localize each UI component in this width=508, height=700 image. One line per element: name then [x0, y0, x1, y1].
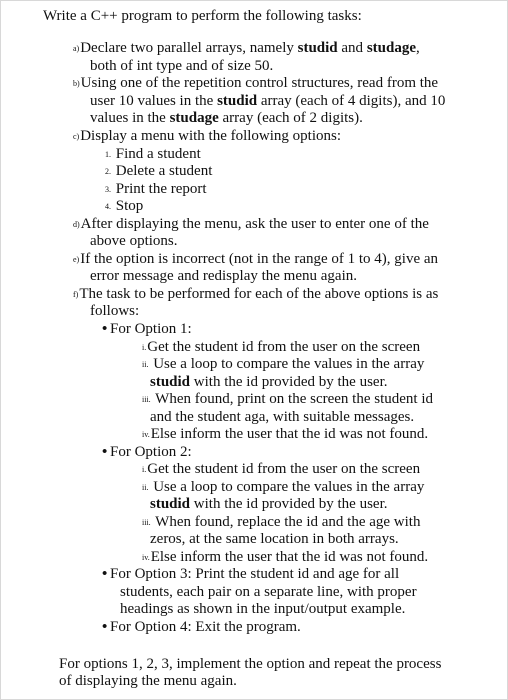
task-f-line-2: follows:	[90, 303, 140, 319]
menu-item-1: 1. Find a student	[105, 146, 201, 162]
footer-line-2: of displaying the menu again.	[59, 673, 237, 689]
option-3-line-1: • For Option 3: Print the student id and age for all	[102, 566, 400, 582]
bold-term: studage	[366, 40, 416, 56]
bullet-icon: •	[102, 444, 108, 460]
task-a-line-2: both of int type and of size 50.	[90, 58, 274, 74]
bold-term: studid	[150, 374, 191, 390]
option-1-step-iii-cont: and the student aga, with suitable messages.	[150, 409, 415, 425]
task-e-marker: e)	[73, 255, 80, 264]
task-e-line-2: error message and redisplay the menu again.	[90, 268, 357, 284]
menu-item-3: 3. Print the report	[105, 181, 207, 197]
task-f-line-1: f)The task to be performed for each of the above options is as	[73, 286, 439, 302]
menu-item-2: 2. Delete a student	[105, 163, 213, 179]
option-3-line-3: headings as shown in the input/output example.	[120, 601, 406, 617]
option-4-line-1: • For Option 4: Exit the program.	[102, 619, 301, 635]
task-a-marker: a)	[73, 44, 80, 53]
option-1-step-ii: ii. Use a loop to compare the values in the array	[142, 356, 425, 372]
task-a-line-1: a)Declare two parallel arrays, namely studid and studage,	[73, 40, 420, 56]
option-2-step-ii: ii. Use a loop to compare the values in the array	[142, 479, 425, 495]
task-c-marker: c)	[73, 132, 80, 141]
option-2-step-iii-cont: zeros, at the same location in both arrays.	[150, 531, 399, 547]
bullet-icon: •	[102, 321, 108, 337]
option-1-step-i: i.Get the student id from the user on the screen	[142, 339, 421, 355]
task-b-marker: b)	[73, 79, 80, 88]
option-2-step-i: i.Get the student id from the user on the screen	[142, 461, 421, 477]
option-3-line-2: students, each pair on a separate line, with proper	[120, 584, 417, 600]
option-1-step-iv: iv.Else inform the user that the id was not found.	[142, 426, 429, 442]
task-b-line-1: b)Using one of the repetition control structures, read from the	[73, 75, 439, 91]
bold-term: studid	[297, 40, 338, 56]
document-title: Write a C++ program to perform the following tasks:	[43, 8, 362, 24]
task-d-line-1: d)After displaying the menu, ask the user to enter one of the	[73, 216, 429, 232]
option-1-step-ii-cont: studid with the id provided by the user.	[150, 374, 388, 390]
option-2-heading: • For Option 2:	[102, 444, 192, 460]
footer-line-1: For options 1, 2, 3, implement the option and repeat the process	[59, 656, 442, 672]
option-2-step-ii-cont: studid with the id provided by the user.	[150, 496, 388, 512]
menu-item-4: 4. Stop	[105, 198, 144, 214]
option-2-step-iv: iv.Else inform the user that the id was not found.	[142, 549, 429, 565]
option-1-step-iii: iii. When found, print on the screen the student id	[142, 391, 434, 407]
bold-term: studid	[217, 93, 258, 109]
task-b-line-3: values in the studage array (each of 2 digits).	[90, 110, 363, 126]
task-c-line-1: c)Display a menu with the following options:	[73, 128, 342, 144]
bold-term: studage	[169, 110, 219, 126]
task-d-marker: d)	[73, 220, 80, 229]
task-b-line-2: user 10 values in the studid array (each of 4 digits), and 10	[90, 93, 446, 109]
option-1-heading: • For Option 1:	[102, 321, 192, 337]
bold-term: studid	[150, 496, 191, 512]
bullet-icon: •	[102, 566, 108, 582]
bullet-icon: •	[102, 619, 108, 635]
option-2-step-iii: iii. When found, replace the id and the age with	[142, 514, 421, 530]
task-f-marker: f)	[73, 290, 79, 299]
task-d-line-2: above options.	[90, 233, 178, 249]
task-e-line-1: e)If the option is incorrect (not in the range of 1 to 4), give an	[73, 251, 439, 267]
